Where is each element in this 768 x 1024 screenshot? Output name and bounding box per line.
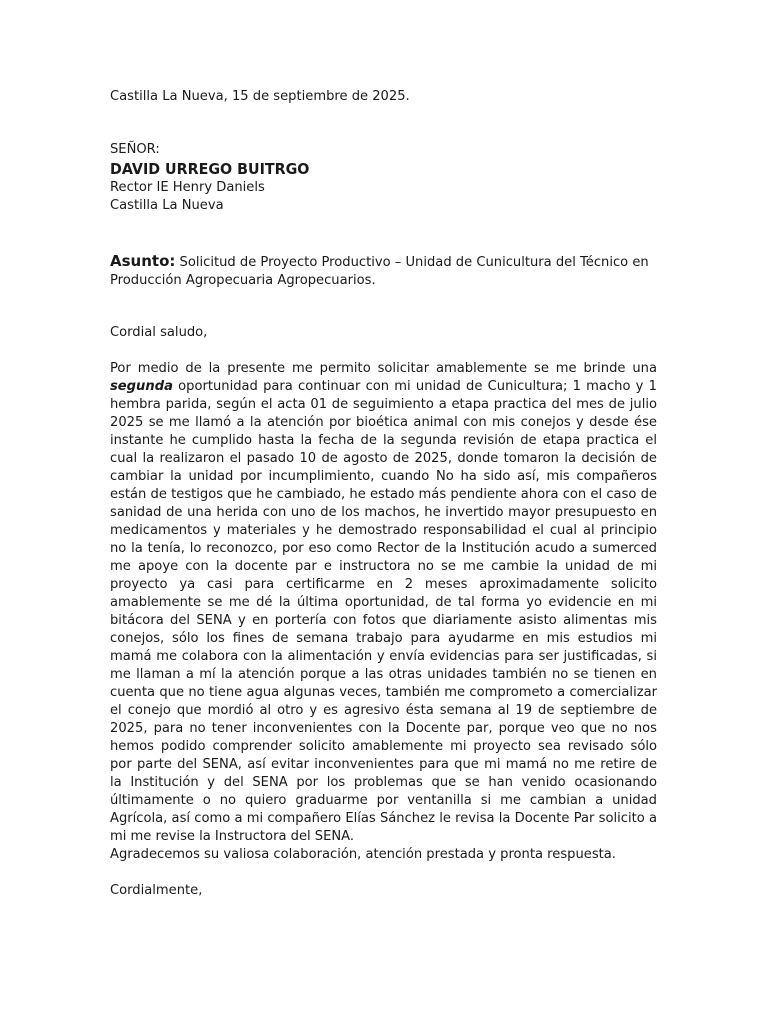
body-rest: oportunidad para continuar con mi unidad de Cunicultura; 1 macho y 1 hembra parida, según el acta 01 de seguimiento a etapa practica del mes de julio 2025 se me llamó a la atención por bioética animal con mis conejos y desde ése instante he cumplido hasta la fecha de la segunda revisión de etapa practica el cual la realizaron el pasado 10 de agosto de 2025, donde tomaron la decisión de cambiar la unidad por incumplimiento, cuando No ha sido así, mis compañeros están de testigos que he cambiado, he estado más pendiente ahora con el caso de sanidad de una herida con uno de los machos, he invertido mayor presupuesto en medicamentos y materiales y he demostrado responsabilidad el cual al principio no la tenía, lo reconozco, por eso como Rector de la Institución acudo a sumerced me apoye con la docente par e instructora no se me cambie la unidad de mi proyecto ya casi para certificarme en 2 meses aproximadamente solicito amablemente se me dé la última oportunidad, de tal forma yo evidencie en mi bitácora del SENA y en portería con fotos que diariamente asisto alimentas mis conejos, sólo los fines de semana trabajo para ayudarme en mis estudios mi mamá me colabora con la alimentación y envía evidencias para ser justificadas, si me llaman a mí la atención porque a las otras unidades también no se tienen en cuenta que no tiene agua algunas veces, también me comprometo a comercializar el conejo que mordió al otro y es agresivo ésta semana al 19 de septiembre de 2025, para no tener inconvenientes con la Docente par, porque veo que no nos hemos podido comprender solicito amablemente mi proyecto sea revisado sólo por parte del SENA, así evitar inconvenientes para que mi mamá no me retire de la Institución y del SENA por los problemas que se han venido ocasionando últimamente o no quiero graduarme por ventanilla si me cambian a unidad Agrícola, así como a mi compañero Elías Sánchez le revisa la Docente Par solicito a mi me revise la Instructora del SENA. <box>110 379 657 844</box>
thanks-line: Agradecemos su valiosa colaboración, atención prestada y pronta respuesta. <box>110 847 616 862</box>
body-intro: Por medio de la presente me permito solicitar amablemente se me brinde una <box>110 361 657 376</box>
recipient-salutation: SEÑOR: <box>110 142 160 157</box>
subject-line <box>110 252 657 290</box>
letter-page <box>110 88 657 900</box>
subject-text: Solicitud de Proyecto Productivo – Unidad de Cunicultura del Técnico en Producción Agropecuaria Agropecuarios. <box>110 255 649 288</box>
greeting: Cordial saludo, <box>110 325 208 340</box>
recipient-city: Castilla La Nueva <box>110 198 224 213</box>
date-line: Castilla La Nueva, 15 de septiembre de 2025. <box>110 89 410 104</box>
recipient-position: Rector IE Henry Daniels <box>110 180 265 195</box>
body-paragraph <box>110 360 657 846</box>
recipient-block <box>110 141 657 215</box>
subject-label: Asunto: <box>110 252 176 270</box>
body-emphasis: segunda <box>110 379 173 394</box>
recipient-name: DAVID URREGO BUITRGO <box>110 160 310 178</box>
closing-line: Cordialmente, <box>110 883 203 898</box>
